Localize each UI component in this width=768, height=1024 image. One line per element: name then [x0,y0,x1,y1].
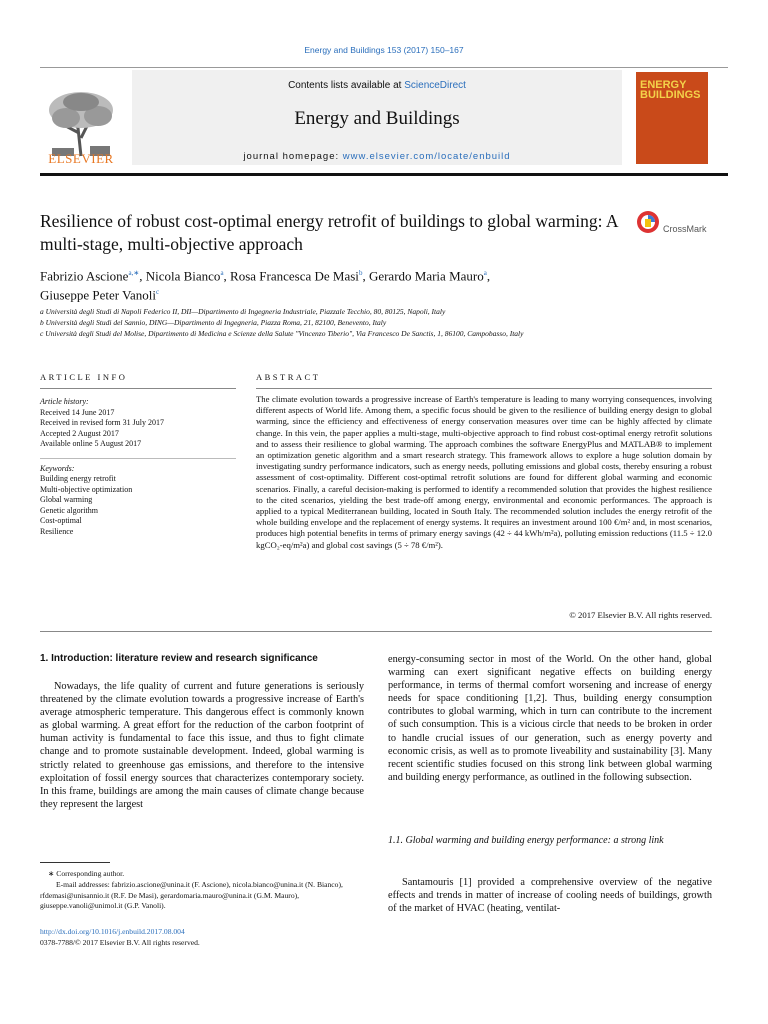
homepage-label: journal homepage: [243,151,343,162]
abstract-text: The climate evolution towards a progressive increase of Earth's temperature is leading to many worrying consequences, involving different aspects of World life. Among them, a specific focus should be given to the resilience of building energy design to global warming, since the efficiency and effectiveness of energy conservation measures over time can be highly affected by climate change. In this vein, the paper applies a multi-stage, multi-objective approach to find robust cost-optimal energy retrofit solutions and to assess their resilience to global warming. The approach combines the software EnergyPlus and MATLAB® to implement an optimization genetic algorithm and a smart research strategy. This framework allows to explore a huge solution domain by investigating sundry performance indicators, such as energy needs, polluting emissions and global costs, thereby ensuring a robust assessment of cost-optimality. Different cost-optimal retrofit solutions are found for different global warming and economic scenarios. Finally, a careful decision-making is performed to identify a recommended solution that provides the highest resilience to the cited scenarios, yielding the best trade-off among energy, environmental and economic performances. The approach is applied to a typical Mediterranean building, located in South Italy. The recommended solution includes the energy retrofit of the whole building envelope and the replacement of energy systems. It requires an investment around 100 €/m² and, in most scenarios, produces high potential benefits in terms of primary energy savings (42 ÷ 44 kWh/m²a), polluting emission reductions (11.5 ÷ 12.0 kgCO₂-eq/m²a) and global cost savings (5 ÷ 78 €/m²). [256,394,712,550]
crossmark-label[interactable]: CrossMark [663,224,707,234]
keyword: Multi-objective optimization [40,484,133,494]
author-emails[interactable]: E-mail addresses: fabrizio.ascione@unina.it (F. Ascione), nicola.bianco@unina.it (N. Bianco), rfdemasi@unisannio.it (R.F. De Masi), gerardomaria.mauro@unina.it (G.M. Mauro), giuseppe.vanoli@unimol.it (G.P. Vanoli). [40,880,343,910]
history-item: Available online 5 August 2017 [40,439,142,448]
publisher-wordmark: ELSEVIER [48,151,114,166]
homepage-link[interactable]: www.elsevier.com/locate/enbuild [342,151,511,162]
affiliation: b Università degli Studi del Sannio, DING—Dipartimento di Ingegneria, Piazza Roma, 21, 82100, Benevento, Italy [40,318,387,327]
subsection-paragraph: Santamouris [1] provided a comprehensive overview of the negative effects and trends in matter of increase of cooling needs of buildings, growth of the market of HVAC (heating, ventilat- [388,877,712,915]
author-list: Fabrizio Ascione$^{a,∗}$, Nicola Bianco$^a$, Rosa Francesca De Masi$^b$, Gerardo Maria Mauro$^a$, Giuseppe Peter Vanoli$^c$ [40,268,491,303]
history-item: Received 14 June 2017 [40,407,115,417]
author-name: Gerardo Maria Mauro [368,268,484,284]
keyword: Cost-optimal [40,516,82,525]
author-affiliation-mark[interactable]: c [156,288,160,297]
author-name: Giuseppe Peter Vanoli [40,287,157,303]
crossmark-icon[interactable] [636,210,660,234]
journal-name: Energy and Buildings [294,108,460,129]
keywords-label: Keywords: [40,463,75,473]
author-name: Rosa Francesca De Masi [230,268,359,284]
author-affiliation-mark[interactable]: a [483,269,487,277]
affiliation: a Università degli Studi di Napoli Federico II, DII—Dipartimento di Ingegneria Industriale, Piazzale Tecchio, 80, 80125, Napoli, Italy [40,307,446,316]
author-name: Fabrizio Ascione [40,268,129,284]
divider [40,388,236,389]
author-affiliation-mark[interactable]: a,∗ [128,269,140,277]
keyword: Building energy retrofit [40,474,116,483]
history-item: Accepted 2 August 2017 [40,428,119,438]
corresponding-author: ∗ Corresponding author. [48,869,125,878]
divider [256,388,712,389]
divider [40,631,712,632]
article-info-heading: ARTICLE INFO [40,372,128,382]
author-name: Nicola Bianco [145,268,221,284]
history-item: Received in revised form 31 July 2017 [40,418,164,427]
divider [40,458,236,459]
author-affiliation-mark[interactable]: a [220,269,224,277]
abstract-heading: ABSTRACT [256,372,321,382]
doi-link[interactable]: http://dx.doi.org/10.1016/j.enbuild.2017.08.004 [40,927,185,936]
journal-reference[interactable]: Energy and Buildings 153 (2017) 150–167 [304,45,464,55]
section-heading: 1. Introduction: literature review and research significance [40,653,318,664]
subsection-heading: 1.1. Global warming and building energy performance: a strong link [388,835,664,846]
keyword: Resilience [40,526,74,536]
cover-title: ENERGY BUILDINGS [640,79,701,101]
intro-paragraph: Nowadays, the life quality of current and future generations is seriously threatened by the climate evolution towards a progressive increase of Earth's average atmospheric temperature. This dangerous effect is commonly known as global warming. A great effort for the reduction of the carbon footprint of human activity is fundamental to face this issue, and thus to fight climate change and to promote sustainable development. Indeed, global warming is strictly related to greenhouse gas emissions, and therefore to the intensive exploitation of fossil energy sources that characterizes contemporary society. In this frame, buildings are among the main causes of climate change because they represent the largest [40,681,364,810]
keyword: Global warming [40,495,93,504]
abstract-copyright: © 2017 Elsevier B.V. All rights reserved. [569,610,712,620]
history-label: Article history: [40,397,89,406]
affiliations [40,306,730,339]
affiliation: c Università degli Studi del Molise, Dipartimento di Medicina e Scienze della Salute "Vincenzo Tiberio", Via Francesco De Sanctis, 1, 86100, Campobasso, Italy [40,329,524,338]
contents-prefix: Contents lists available at [288,80,405,91]
paper-title: Resilience of robust cost-optimal energy retrofit of buildings to global warming: A multi-stage, multi-objective approach [40,211,618,254]
footnote-divider [40,862,110,863]
journal-homepage [132,151,622,162]
article-info [40,397,220,537]
intro-paragraph-continued: energy-consuming sector in most of the World. On the other hand, global warming can exert significant negative effects on building energy performance, in terms of thermal comfort worsening and increase of energy needs for space conditioning [1,2]. Thus, building energy consumption contributes to global warming, which in turn can contribute to the increment of such consumption. This is a vicious circle that needs to be broken in order to handle crucial issues of our generation, such as energy poverty and economic crisis, as well as to promote liveability and sustainability [3]. Many recent scientific studies focused on this strong link between global warming and building energy performance, as outlined in the following subsection. [388,654,712,783]
contents-line [132,80,622,91]
author-affiliation-mark[interactable]: b [358,269,363,277]
keyword: Genetic algorithm [40,505,98,515]
issn-copyright: 0378-7788/© 2017 Elsevier B.V. All rights reserved. [40,938,200,947]
sciencedirect-link[interactable]: ScienceDirect [404,80,466,91]
